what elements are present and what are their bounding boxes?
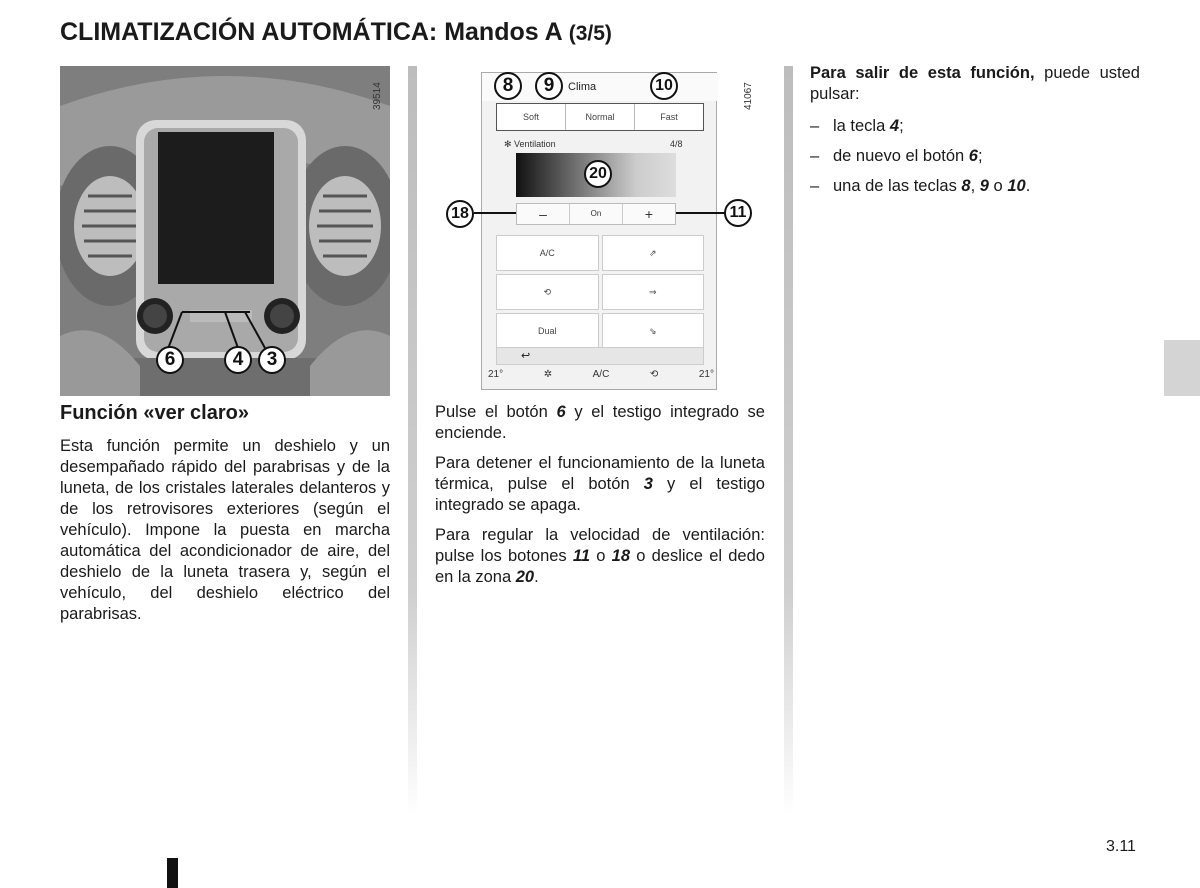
corner-mark [167, 858, 178, 888]
page-title: CLIMATIZACIÓN AUTOMÁTICA: Mandos A (3/5) [60, 18, 612, 46]
chapter-tab [1164, 340, 1200, 396]
dashboard-photo [60, 66, 390, 396]
ac-button[interactable]: A/C [496, 235, 599, 271]
list-item: – una de las teclas 8, 9 o 10. [810, 177, 1031, 195]
ventilation-controls [516, 203, 676, 225]
mode-normal[interactable]: Normal [566, 104, 635, 130]
figure-code: 41067 [743, 82, 754, 110]
fan-icon: ✲ [543, 369, 553, 380]
callout-6: 6 [156, 346, 184, 374]
mode-fast[interactable]: Fast [660, 112, 678, 122]
callout-20: 20 [584, 160, 612, 188]
middle-text: Pulse el botón 6 y el testigo integrado se enciende. Para detener el funcionamiento de la luneta térmica, pulse el botón 3 y el testigo integrado se apaga. Para regular la velocidad de ventilación: pulse los botones 11 o 18 o deslice el dedo en la zona 20. [435, 403, 765, 586]
figure-code: 39514 [372, 82, 383, 110]
function-grid [496, 235, 704, 343]
status-ac: A/C [592, 369, 610, 380]
temp-left: 21° [488, 369, 504, 380]
airflow-top-button[interactable]: ⇗ [602, 235, 705, 271]
exit-options-list [810, 116, 1030, 206]
minus-button[interactable]: – [539, 206, 547, 222]
callout-8: 8 [494, 72, 522, 100]
ventilation-label: ✻ Ventilation [504, 139, 556, 149]
callout-18: 18 [446, 200, 474, 228]
dual-button[interactable]: Dual [496, 313, 599, 349]
leader-line [676, 212, 728, 214]
list-item: – de nuevo el botón 6; [810, 147, 983, 165]
callout-9: 9 [535, 72, 563, 100]
mode-selector [496, 103, 704, 131]
recirc-icon: ⟲ [649, 369, 659, 380]
section-body: Esta función permite un deshielo y un desempañado rápido del parabrisas y de la luneta, de los cristales laterales delanteros y de los retrovisores exteriores (según el vehículo). Impone la puesta en marcha automática del acondicionador de aire, del deshielo de la luneta trasera y, según el vehículo, del deshielo eléctrico del parabrisas. [60, 437, 390, 623]
section-heading: Función «ver claro» [60, 402, 249, 424]
page-number: 3.11 [1106, 838, 1136, 855]
callout-3: 3 [258, 346, 286, 374]
airflow-mid-button[interactable]: ⇒ [602, 274, 705, 310]
column-divider [408, 66, 417, 816]
back-button[interactable]: ↩ [496, 347, 704, 365]
climate-screen [481, 72, 717, 390]
on-button[interactable]: On [569, 204, 623, 224]
mode-soft[interactable]: Soft [497, 104, 566, 130]
callout-10: 10 [650, 72, 678, 100]
airflow-low-button[interactable]: ⇘ [602, 313, 705, 349]
leader-line [474, 212, 516, 214]
column-divider [784, 66, 793, 816]
temp-right: 21° [698, 369, 714, 380]
callout-4: 4 [224, 346, 252, 374]
ventilation-value: 4/8 [670, 139, 683, 149]
status-bar [488, 369, 714, 387]
plus-button[interactable]: + [644, 206, 654, 222]
right-intro: Para salir de esta función, puede usted pulsar: [810, 64, 1140, 103]
list-item: – la tecla 4; [810, 117, 904, 135]
screen-title: Clima [568, 81, 597, 93]
callout-11: 11 [724, 199, 752, 227]
recirculation-button[interactable]: ⟲ [496, 274, 599, 310]
